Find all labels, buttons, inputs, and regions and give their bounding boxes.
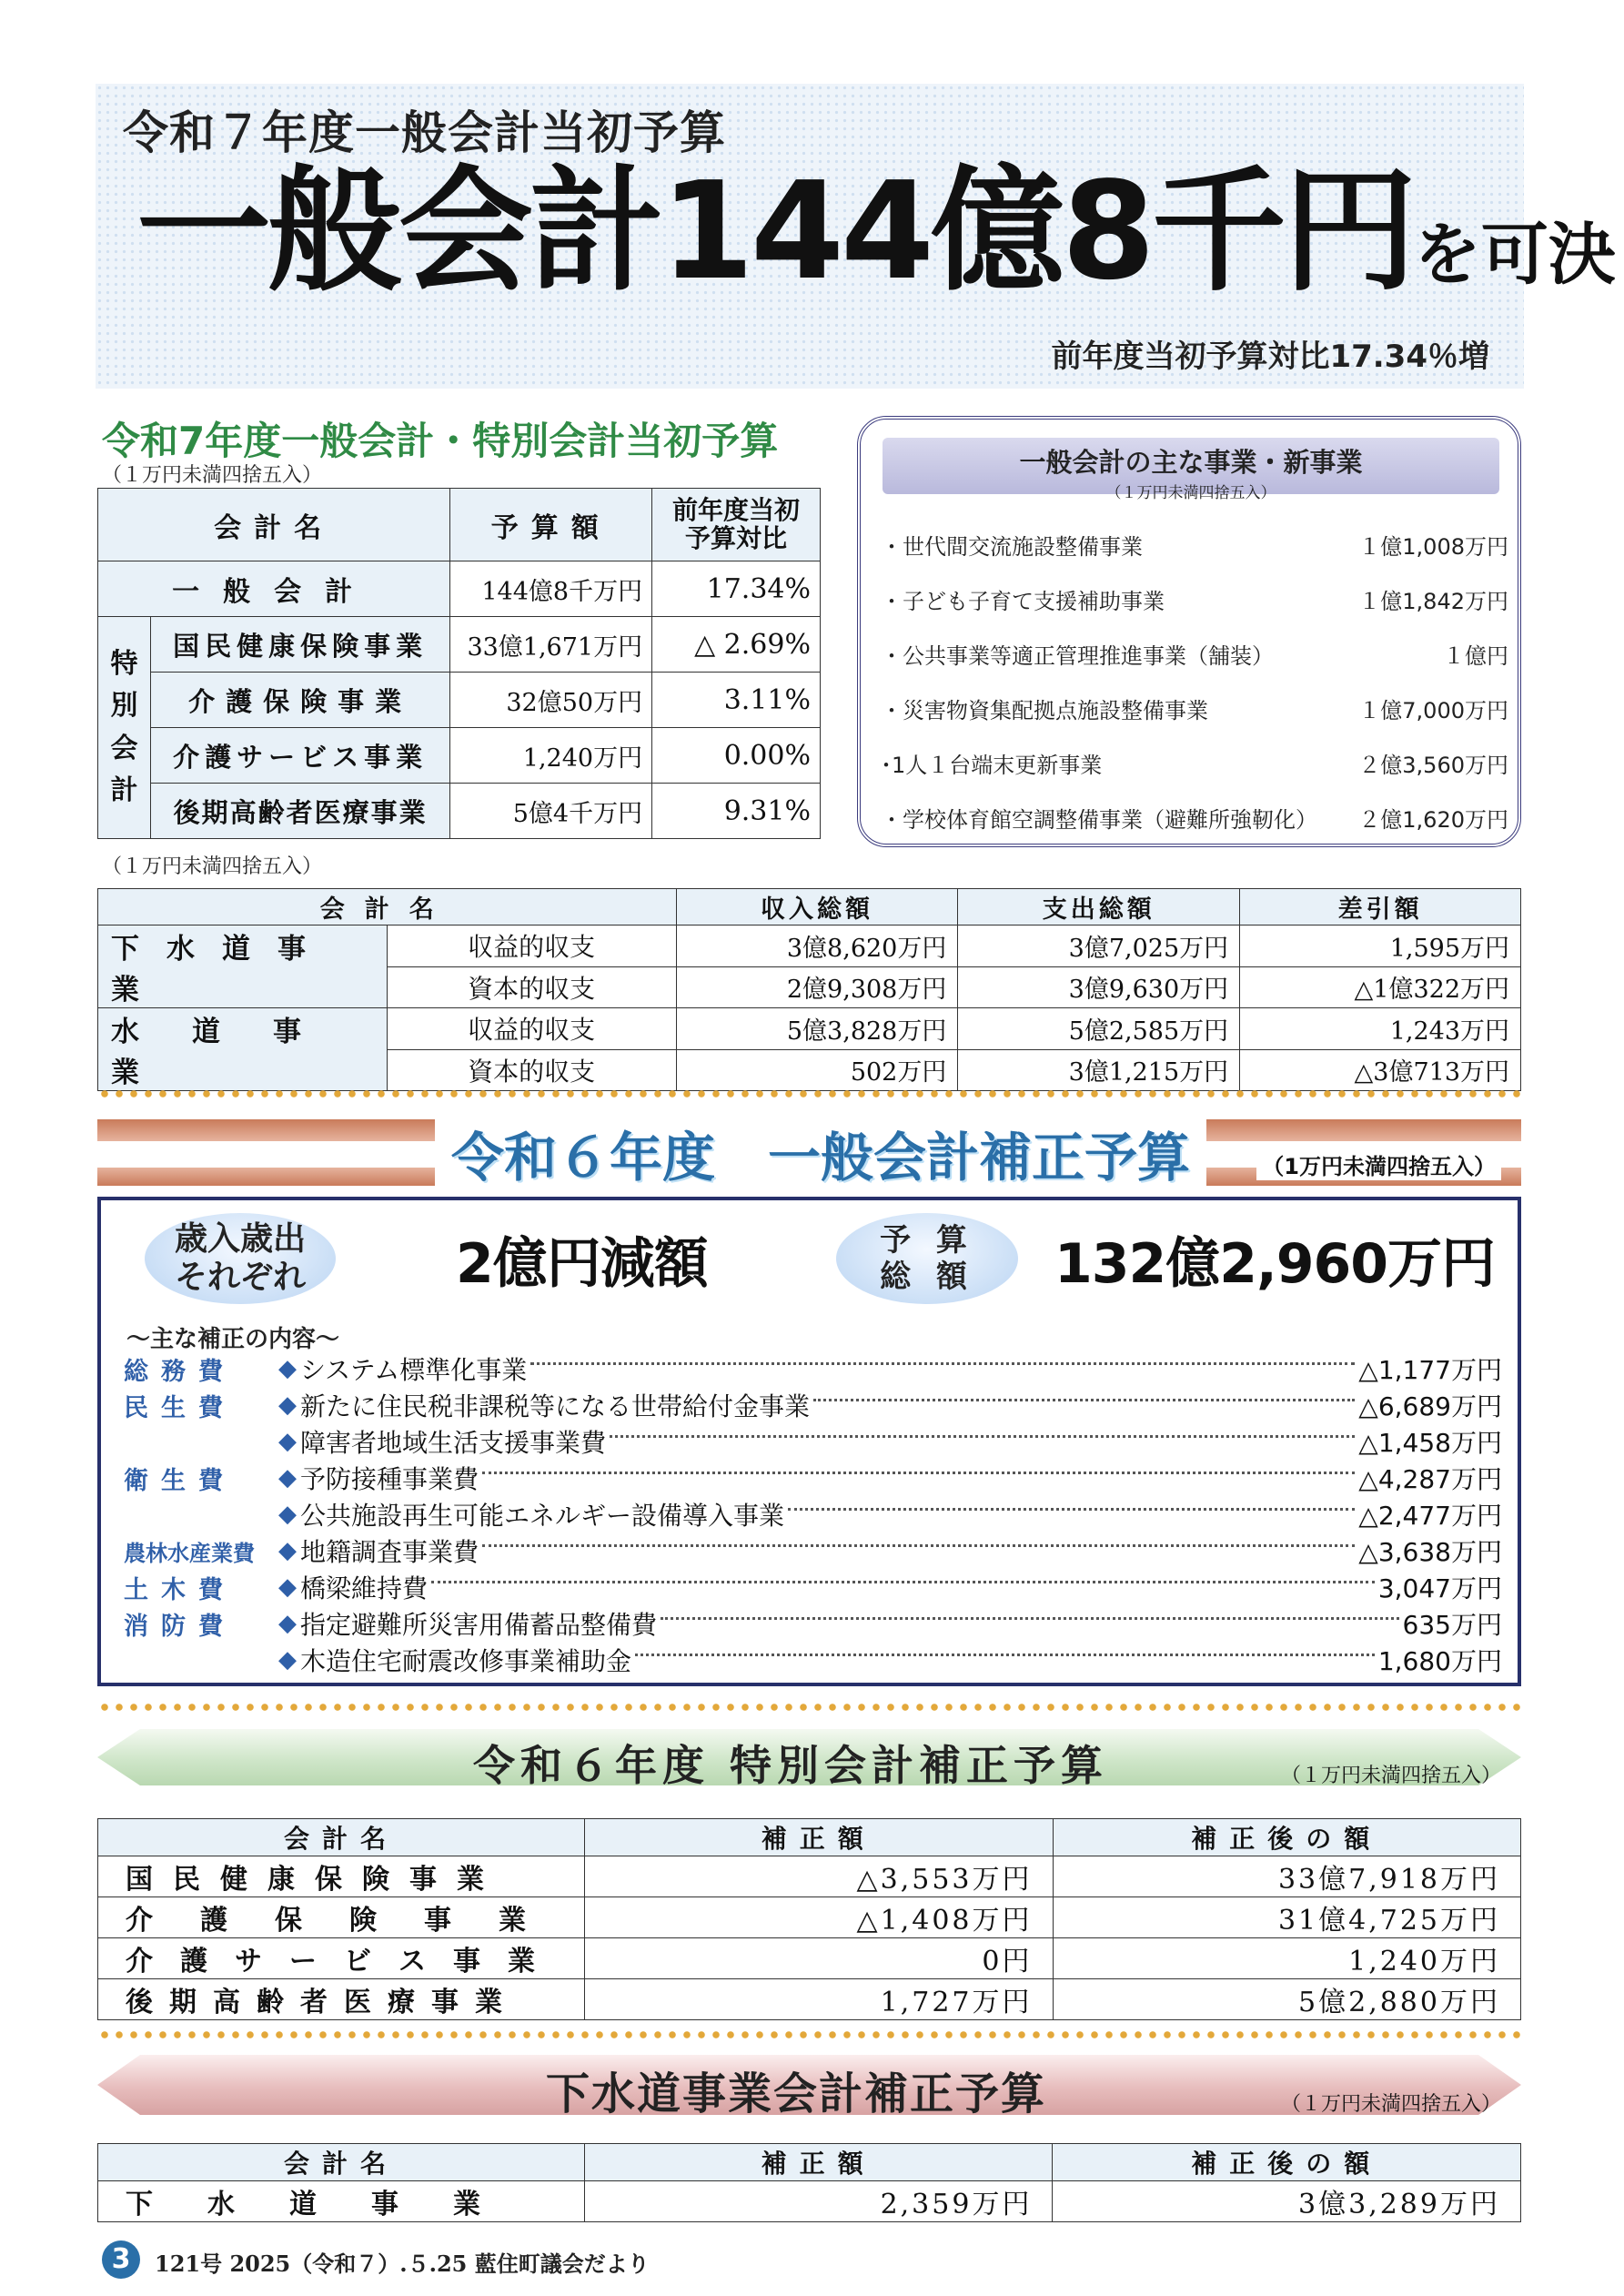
special-supp-table bbox=[97, 1818, 1521, 2020]
row-name: 介護サービス事業 bbox=[98, 1938, 585, 1979]
oval-label: 歳入歳出それぞれ bbox=[174, 1220, 306, 1296]
row-diff: △3億713万円 bbox=[1240, 1049, 1521, 1091]
supplementary-unit-note: （1万円未満四捨五入） bbox=[1256, 1148, 1501, 1180]
row-label: 介護サービス事業 bbox=[150, 728, 449, 784]
row-after: 1,240万円 bbox=[1053, 1938, 1521, 1979]
supplementary-row bbox=[124, 1532, 1502, 1569]
header-ratio-line2: 予算対比 bbox=[685, 522, 788, 553]
row-ratio: 0.00% bbox=[652, 728, 821, 784]
group-name: 水道事業 bbox=[98, 1008, 388, 1091]
supplementary-row bbox=[124, 1569, 1502, 1605]
project-item bbox=[881, 638, 1508, 674]
project-item bbox=[881, 693, 1508, 729]
diamond-bullet-icon: ◆ bbox=[278, 1537, 297, 1564]
row-category: 農林水産業費 bbox=[124, 1540, 255, 1566]
row-diff: 1,243万円 bbox=[1240, 1008, 1521, 1050]
table-row bbox=[98, 728, 821, 784]
row-category: 衛生費 bbox=[124, 1466, 236, 1495]
row-amount: 144億8千万円 bbox=[450, 561, 652, 617]
table-row bbox=[98, 2181, 1521, 2222]
row-amount: △3,553万円 bbox=[584, 1856, 1053, 1897]
header-diff: 差引額 bbox=[1240, 889, 1521, 925]
leader-dots bbox=[788, 1508, 1355, 1511]
reduction-figure: 2億円減額 bbox=[456, 1232, 708, 1296]
row-expense: 3億1,215万円 bbox=[958, 1049, 1240, 1091]
diamond-bullet-icon: ◆ bbox=[278, 1428, 297, 1455]
table-row bbox=[98, 1897, 1521, 1938]
row-amount: △3,638万円 bbox=[1358, 1537, 1502, 1567]
hero-subtitle: 令和７年度一般会計当初予算 bbox=[123, 106, 726, 159]
table-header-row bbox=[98, 889, 1521, 925]
project-name: ･1人１台端末更新事業 bbox=[881, 753, 1103, 778]
row-category: 土木費 bbox=[124, 1575, 236, 1604]
dotted-divider bbox=[97, 1090, 1521, 1097]
row-amount: 1,240万円 bbox=[450, 728, 652, 784]
project-amount: １億1,008万円 bbox=[1358, 534, 1508, 560]
row-name: 国民健康保険事業 bbox=[98, 1856, 585, 1897]
header-name: 会計名 bbox=[98, 489, 450, 561]
row-name: 木造住宅耐震改修事業補助金 bbox=[300, 1646, 632, 1676]
table-row bbox=[98, 561, 821, 617]
leader-dots bbox=[482, 1544, 1355, 1547]
row-name: 介護保険事業 bbox=[98, 1897, 585, 1938]
row-label: 後期高齢者医療事業 bbox=[150, 784, 449, 839]
sewer-supp-title: 下水道事業会計補正予算 bbox=[546, 2068, 1047, 2119]
row-income: 3億8,620万円 bbox=[676, 925, 958, 967]
main-projects-box bbox=[857, 416, 1521, 847]
row-after: 33億7,918万円 bbox=[1053, 1856, 1521, 1897]
row-ratio: 17.34% bbox=[652, 561, 821, 617]
total-budget-oval bbox=[836, 1213, 1018, 1304]
row-category: 民生費 bbox=[124, 1393, 236, 1422]
header-amount: 補正額 bbox=[584, 2144, 1053, 2181]
row-after: 31億4,725万円 bbox=[1053, 1897, 1521, 1938]
diamond-bullet-icon: ◆ bbox=[278, 1464, 297, 1492]
supplementary-row bbox=[124, 1460, 1502, 1496]
row-name: 後期高齢者医療事業 bbox=[98, 1979, 585, 2020]
row-after: 5億2,880万円 bbox=[1053, 1979, 1521, 2020]
enterprise-budget-table bbox=[97, 888, 1521, 1091]
project-amount: ２億3,560万円 bbox=[1358, 753, 1508, 778]
row-name: 予防接種事業費 bbox=[300, 1464, 479, 1494]
diamond-bullet-icon: ◆ bbox=[278, 1391, 297, 1419]
oval-line2: 総 額 bbox=[880, 1259, 974, 1295]
table-row bbox=[98, 1979, 1521, 2020]
main-projects-heading bbox=[883, 438, 1499, 502]
diamond-bullet-icon: ◆ bbox=[278, 1355, 297, 1382]
header-name: 会計名 bbox=[98, 1819, 585, 1856]
row-amount: 1,680万円 bbox=[1377, 1646, 1502, 1676]
supplementary-subheading: ～主な補正の内容～ bbox=[126, 1326, 340, 1353]
hero-title-suffix: を可決 bbox=[1413, 216, 1616, 294]
row-income: 2億9,308万円 bbox=[676, 966, 958, 1008]
special-account-label bbox=[98, 617, 151, 839]
budget-unit-note: （１万円未満四捨五入） bbox=[102, 464, 323, 487]
row-name: システム標準化事業 bbox=[300, 1355, 528, 1385]
special-supp-unit-note: （１万円未満四捨五入） bbox=[1280, 1765, 1501, 1787]
total-budget-figure: 132億2,960万円 bbox=[1054, 1232, 1496, 1296]
row-income: 502万円 bbox=[676, 1049, 958, 1091]
row-name: 公共施設再生可能エネルギー設備導入事業 bbox=[300, 1501, 785, 1531]
page-number-badge: 3 bbox=[102, 2240, 140, 2279]
diamond-bullet-icon: ◆ bbox=[278, 1573, 297, 1601]
dotted-divider bbox=[97, 1704, 1521, 1711]
row-diff: △1億322万円 bbox=[1240, 966, 1521, 1008]
supplementary-row bbox=[124, 1350, 1502, 1387]
table-row bbox=[98, 925, 1521, 967]
leader-dots bbox=[530, 1362, 1355, 1365]
supplementary-row bbox=[124, 1605, 1502, 1642]
special-account-text: 特別会計 bbox=[110, 647, 138, 806]
row-diff: 1,595万円 bbox=[1240, 925, 1521, 967]
enterprise-unit-note: （１万円未満四捨五入） bbox=[102, 855, 323, 878]
special-supp-title: 令和６年度 特別会計補正予算 bbox=[473, 1741, 1109, 1790]
row-expense: 3億9,630万円 bbox=[958, 966, 1240, 1008]
leader-dots bbox=[661, 1617, 1399, 1620]
table-row bbox=[98, 784, 821, 839]
table-header-row bbox=[98, 489, 821, 561]
row-name: 障害者地域生活支援事業費 bbox=[300, 1428, 607, 1458]
row-category: 総務費 bbox=[124, 1357, 236, 1386]
row-amount: △1,458万円 bbox=[1358, 1428, 1502, 1458]
table-header-row bbox=[98, 1819, 1521, 1856]
row-ratio: 9.31% bbox=[652, 784, 821, 839]
row-ratio: △ 2.69% bbox=[652, 617, 821, 673]
header-income: 収入総額 bbox=[676, 889, 958, 925]
project-item bbox=[881, 583, 1508, 620]
supplementary-row bbox=[124, 1642, 1502, 1678]
table-row bbox=[98, 1856, 1521, 1897]
row-sub: 収益的収支 bbox=[387, 1008, 676, 1050]
table-header-row bbox=[98, 2144, 1521, 2181]
row-amount: 0円 bbox=[584, 1938, 1053, 1979]
header-amount: 補正額 bbox=[584, 1819, 1053, 1856]
row-amount: 33億1,671万円 bbox=[450, 617, 652, 673]
project-item bbox=[881, 802, 1508, 838]
oval-line1: 予 算 bbox=[880, 1222, 974, 1259]
diamond-bullet-icon: ◆ bbox=[278, 1610, 297, 1637]
header-after: 補正後の額 bbox=[1053, 1819, 1521, 1856]
hero-title bbox=[136, 153, 1616, 309]
diamond-bullet-icon: ◆ bbox=[278, 1646, 297, 1674]
hero-banner bbox=[96, 84, 1616, 389]
row-expense: 5億2,585万円 bbox=[958, 1008, 1240, 1050]
header-amount: 予算額 bbox=[450, 489, 652, 561]
row-label: 一般会計 bbox=[98, 561, 450, 617]
hero-title-main: 一般会計144億8千円 bbox=[136, 153, 1414, 309]
table-row bbox=[98, 1008, 1521, 1050]
row-amount: 1,727万円 bbox=[584, 1979, 1053, 2020]
table-row bbox=[98, 673, 821, 728]
group-name: 下水道事業 bbox=[98, 925, 388, 1008]
row-label: 介護保険事業 bbox=[150, 673, 449, 728]
row-name: 新たに住民税非課税等になる世帯給付金事業 bbox=[300, 1391, 811, 1421]
project-item bbox=[881, 529, 1508, 565]
supplementary-row bbox=[124, 1387, 1502, 1423]
header-ratio-line1: 前年度当初 bbox=[672, 494, 801, 525]
row-amount: 32億50万円 bbox=[450, 673, 652, 728]
project-name: ・災害物資集配拠点施設整備事業 bbox=[881, 698, 1208, 723]
row-amount: 2,359万円 bbox=[584, 2181, 1053, 2222]
row-after: 3億3,289万円 bbox=[1053, 2181, 1521, 2222]
row-name: 橋梁維持費 bbox=[300, 1573, 429, 1603]
row-sub: 資本的収支 bbox=[387, 1049, 676, 1091]
project-name: ・学校体育館空調整備事業（避難所強靭化） bbox=[881, 807, 1317, 833]
table-row bbox=[98, 617, 821, 673]
leader-dots bbox=[813, 1399, 1355, 1401]
row-amount: △2,477万円 bbox=[1358, 1501, 1502, 1531]
table-row bbox=[98, 1938, 1521, 1979]
row-expense: 3億7,025万円 bbox=[958, 925, 1240, 967]
header-name: 会計名 bbox=[98, 2144, 585, 2181]
row-label: 国民健康保険事業 bbox=[150, 617, 449, 673]
project-amount: １億円 bbox=[1443, 643, 1508, 669]
row-name: 地籍調査事業費 bbox=[300, 1537, 479, 1567]
header-name: 会計名 bbox=[98, 889, 677, 925]
row-amount: △4,287万円 bbox=[1358, 1464, 1502, 1494]
header-after: 補正後の額 bbox=[1053, 2144, 1521, 2181]
project-amount: １億1,842万円 bbox=[1358, 589, 1508, 614]
row-category: 消防費 bbox=[124, 1612, 236, 1641]
revenue-expenditure-oval bbox=[145, 1213, 336, 1304]
footer-text: 121号 2025（令和７）.５.25 藍住町議会だより bbox=[155, 2250, 650, 2277]
row-amount: 5億4千万円 bbox=[450, 784, 652, 839]
supplementary-row bbox=[124, 1423, 1502, 1460]
initial-budget-table bbox=[97, 488, 821, 839]
row-amount: △1,408万円 bbox=[584, 1897, 1053, 1938]
row-sub: 収益的収支 bbox=[387, 925, 676, 967]
leader-dots bbox=[610, 1435, 1355, 1438]
supplementary-box bbox=[97, 1197, 1521, 1686]
main-projects-title: 一般会計の主な事業・新事業 bbox=[1019, 447, 1363, 478]
row-name: 指定避難所災害用備蓄品整備費 bbox=[300, 1610, 658, 1640]
project-item bbox=[881, 747, 1508, 784]
row-amount: △1,177万円 bbox=[1358, 1355, 1502, 1385]
hero-note: 前年度当初予算対比17.34％増 bbox=[1051, 339, 1489, 375]
row-ratio: 3.11% bbox=[652, 673, 821, 728]
project-name: ・子ども子育て支援補助事業 bbox=[881, 589, 1165, 614]
sewer-supp-table bbox=[97, 2143, 1521, 2222]
row-amount: △6,689万円 bbox=[1358, 1391, 1502, 1421]
leader-dots bbox=[431, 1581, 1375, 1583]
sewer-supp-unit-note: （１万円未満四捨五入） bbox=[1280, 2093, 1501, 2116]
row-sub: 資本的収支 bbox=[387, 966, 676, 1008]
dotted-divider bbox=[97, 2031, 1521, 2038]
project-name: ・公共事業等適正管理推進事業（舗装） bbox=[881, 643, 1274, 669]
row-amount: 3,047万円 bbox=[1377, 1573, 1502, 1603]
supplementary-row bbox=[124, 1496, 1502, 1532]
project-amount: １億7,000万円 bbox=[1358, 698, 1508, 723]
row-name: 下水道事業 bbox=[98, 2181, 585, 2222]
project-name: ・世代間交流施設整備事業 bbox=[881, 534, 1143, 560]
header-ratio bbox=[652, 489, 821, 561]
main-projects-unit-note: （１万円未満四捨五入） bbox=[1105, 484, 1276, 502]
row-income: 5億3,828万円 bbox=[676, 1008, 958, 1050]
project-amount: ２億1,620万円 bbox=[1358, 807, 1508, 833]
diamond-bullet-icon: ◆ bbox=[278, 1501, 297, 1528]
budget-section-title: 令和7年度一般会計・特別会計当初予算 bbox=[102, 419, 779, 463]
supplementary-title: 令和６年度 一般会計補正予算 bbox=[435, 1115, 1206, 1191]
leader-dots bbox=[482, 1472, 1355, 1474]
leader-dots bbox=[635, 1654, 1375, 1656]
row-amount: 635万円 bbox=[1402, 1610, 1502, 1640]
header-expense: 支出総額 bbox=[958, 889, 1240, 925]
